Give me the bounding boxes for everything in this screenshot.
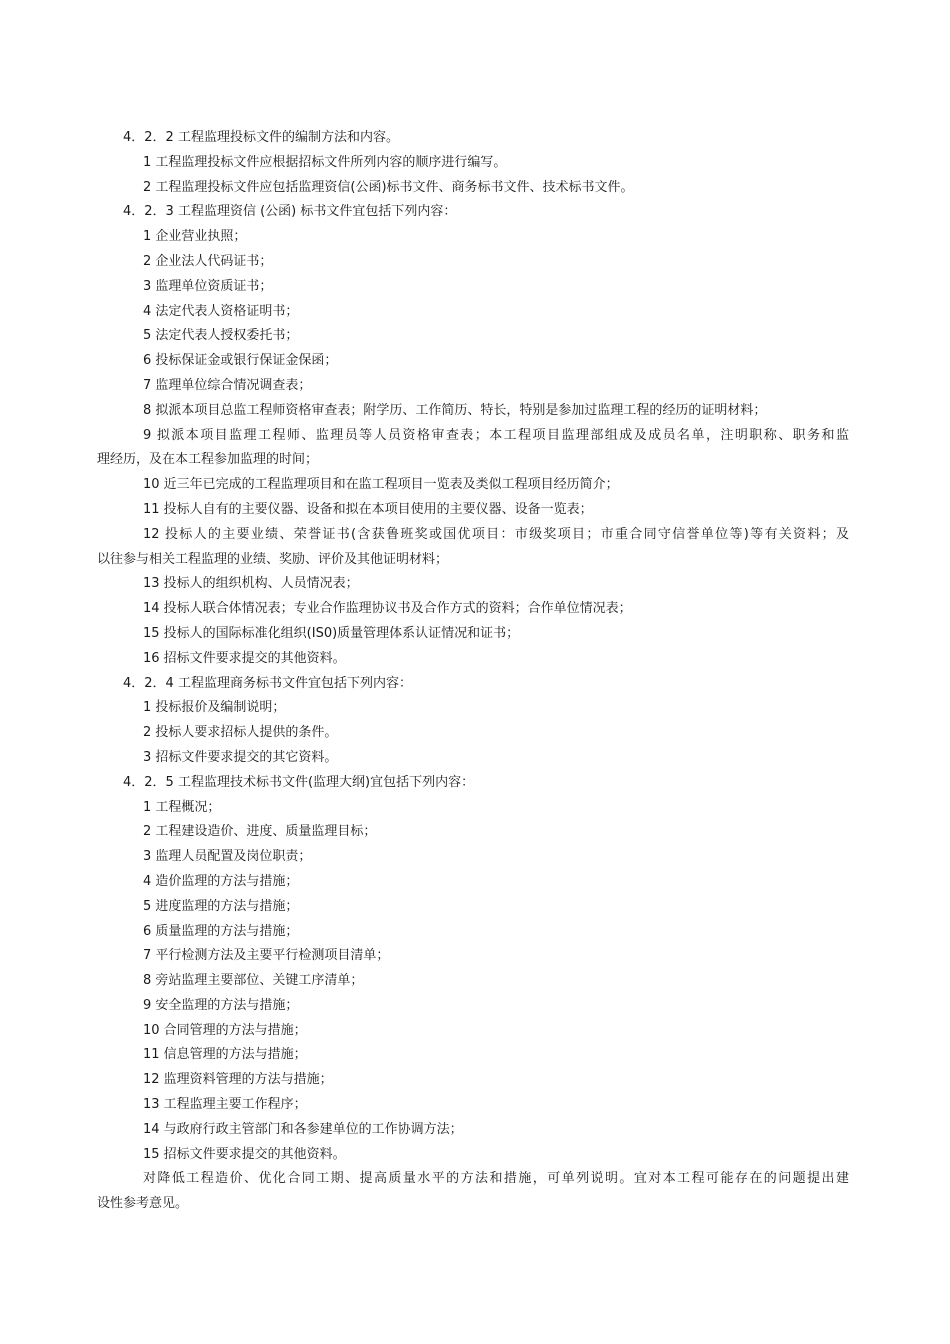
list-item: 9 拟派本项目监理工程师、监理员等人员资格审查表；本工程项目监理部组成及成员名单，注明职称、职务和监 xyxy=(143,427,849,443)
list-item: 5 法定代表人授权委托书； xyxy=(143,328,299,344)
list-item-continuation: 理经历，及在本工程参加监理的时间； xyxy=(97,452,319,468)
list-item: 1 投标报价及编制说明； xyxy=(143,700,286,716)
list-item: 2 工程建设造价、进度、质量监理目标； xyxy=(143,824,377,840)
section-heading-4-2-3: 4．2．3 工程监理资信 (公函) 标书文件宜包括下列内容： xyxy=(123,204,457,220)
list-item: 15 投标人的国际标准化组织(IS0)质量管理体系认证情况和证书； xyxy=(143,625,520,641)
list-item: 5 进度监理的方法与措施； xyxy=(143,898,299,914)
list-item: 13 工程监理主要工作程序； xyxy=(143,1097,307,1113)
list-item: 2 投标人要求招标人提供的条件。 xyxy=(143,725,338,741)
closing-paragraph: 对降低工程造价、优化合同工期、提高质量水平的方法和措施，可单列说明。宜对本工程可能存在的问题提出建 xyxy=(143,1171,849,1187)
list-item: 14 投标人联合体情况表；专业合作监理协议书及合作方式的资料；合作单位情况表； xyxy=(143,601,632,617)
list-item: 6 质量监理的方法与措施； xyxy=(143,923,299,939)
list-item: 9 安全监理的方法与措施； xyxy=(143,997,299,1013)
list-item: 10 合同管理的方法与措施； xyxy=(143,1022,307,1038)
document-body xyxy=(97,126,849,1217)
list-item: 6 投标保证金或银行保证金保函； xyxy=(143,353,338,369)
list-item: 2 企业法人代码证书； xyxy=(143,253,273,269)
list-item: 3 监理单位资质证书； xyxy=(143,278,273,294)
list-item: 1 企业营业执照； xyxy=(143,229,247,245)
list-item: 12 监理资料管理的方法与措施； xyxy=(143,1072,333,1088)
list-item: 16 招标文件要求提交的其他资料。 xyxy=(143,650,346,666)
section-heading-4-2-4: 4．2．4 工程监理商务标书文件宜包括下列内容： xyxy=(123,675,412,691)
section-heading-4-2-5: 4．2．5 工程监理技术标书文件(监理大纲)宜包括下列内容： xyxy=(123,774,475,790)
list-item: 12 投标人的主要业绩、荣誉证书(含获鲁班奖或国优项目：市级奖项目；市重合同守信誉单位等)等有关资料；及 xyxy=(143,526,849,542)
list-item: 13 投标人的组织机构、人员情况表； xyxy=(143,576,359,592)
list-item: 7 监理单位综合情况调查表； xyxy=(143,377,312,393)
list-item: 11 投标人自有的主要仪器、设备和拟在本项目使用的主要仪器、设备一览表； xyxy=(143,501,593,517)
list-item: 4 法定代表人资格证明书； xyxy=(143,303,299,319)
list-item: 3 招标文件要求提交的其它资料。 xyxy=(143,749,338,765)
list-item: 4 造价监理的方法与措施； xyxy=(143,873,299,889)
list-item: 11 信息管理的方法与措施； xyxy=(143,1047,307,1063)
list-item: 7 平行检测方法及主要平行检测项目清单； xyxy=(143,948,390,964)
list-item: 8 拟派本项目总监工程师资格审查表；附学历、工作简历、特长，特别是参加过监理工程的经历的证明材料； xyxy=(143,402,767,418)
section-heading-4-2-2: 4．2．2 工程监理投标文件的编制方法和内容。 xyxy=(123,130,399,145)
list-item-continuation: 以往参与相关工程监理的业绩、奖励、评价及其他证明材料； xyxy=(97,551,449,567)
list-item: 2 工程监理投标文件应包括监理资信(公函)标书文件、商务标书文件、技术标书文件。 xyxy=(143,179,634,195)
list-item: 8 旁站监理主要部位、关键工序清单； xyxy=(143,973,364,989)
list-item: 1 工程概况； xyxy=(143,799,221,815)
list-item: 10 近三年已完成的工程监理项目和在监工程项目一览表及类似工程项目经历简介； xyxy=(143,477,619,493)
list-item: 14 与政府行政主管部门和各参建单位的工作协调方法； xyxy=(143,1121,463,1137)
list-item: 1 工程监理投标文件应根据招标文件所列内容的顺序进行编写。 xyxy=(143,154,507,170)
list-item: 15 招标文件要求提交的其他资料。 xyxy=(143,1146,346,1162)
list-item: 3 监理人员配置及岗位职责； xyxy=(143,849,312,865)
closing-paragraph-continuation: 设性参考意见。 xyxy=(97,1196,189,1212)
